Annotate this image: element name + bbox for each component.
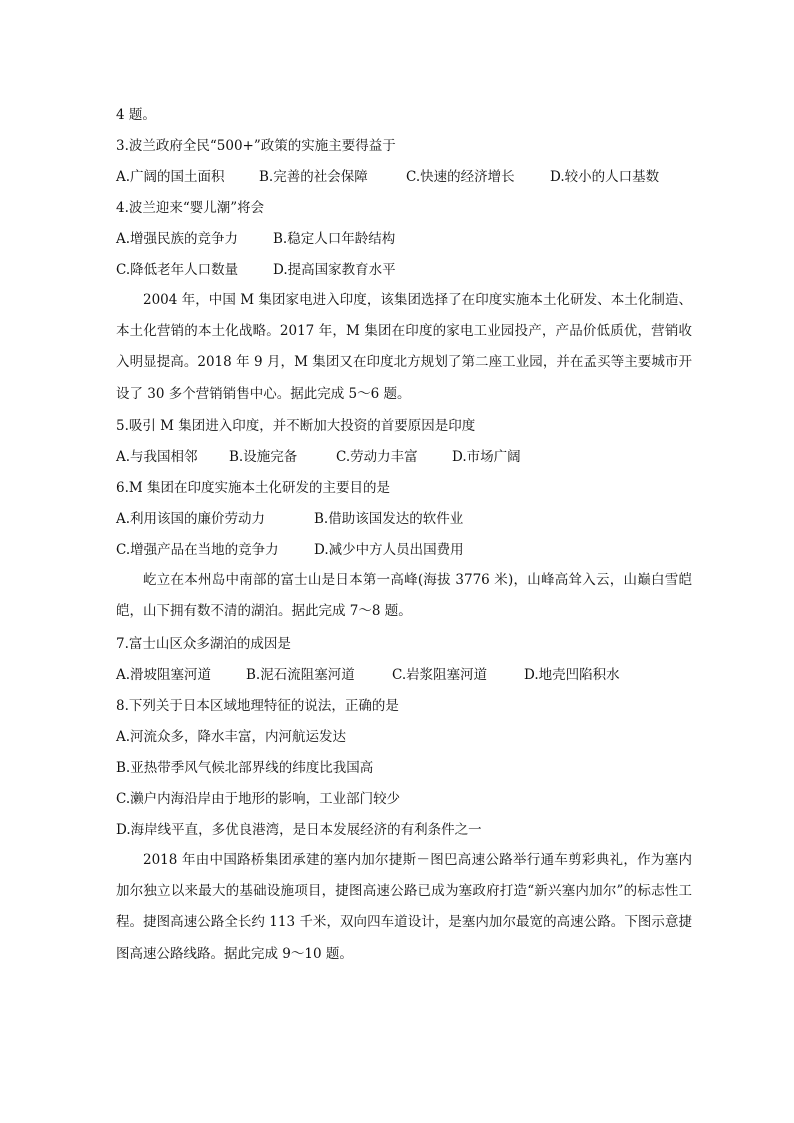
q7-option-c[interactable]: C.岩浆阻塞河道 xyxy=(392,667,488,683)
q7-option-d[interactable]: D.地壳凹陷积水 xyxy=(524,667,620,683)
q4-option-d[interactable]: D.提高国家教育水平 xyxy=(273,262,396,278)
q4-option-c[interactable]: C.降低老年人口数量 xyxy=(116,262,239,278)
q5-option-a[interactable]: A.与我国相邻 xyxy=(116,449,198,465)
q8-option-d[interactable]: D.海岸线平直，多优良港湾，是日本发展经济的有利条件之一 xyxy=(116,822,482,838)
q7-option-b[interactable]: B.泥石流阻塞河道 xyxy=(246,667,355,683)
q3-option-d[interactable]: D.较小的人口基数 xyxy=(550,169,660,185)
q4-option-a[interactable]: A.增强民族的竞争力 xyxy=(116,231,239,247)
q3-option-b[interactable]: B.完善的社会保障 xyxy=(259,169,368,185)
q8-option-b[interactable]: B.亚热带季风气候北部界线的纬度比我国高 xyxy=(116,760,374,776)
question-3-stem: 3.波兰政府全民“500+”政策的实施主要得益于 xyxy=(116,138,396,154)
q5-option-d[interactable]: D.市场广阔 xyxy=(452,449,521,465)
question-fragment: 4 题。 xyxy=(116,107,156,123)
q8-option-a[interactable]: A.河流众多，降水丰富，内河航运发达 xyxy=(116,729,347,745)
q3-option-a[interactable]: A.广阔的国土面积 xyxy=(116,169,225,185)
q6-option-a[interactable]: A.利用该国的廉价劳动力 xyxy=(116,511,266,527)
question-4-stem: 4.波兰迎来“婴儿潮”将会 xyxy=(116,200,265,216)
q4-option-b[interactable]: B.稳定人口年龄结构 xyxy=(273,231,396,247)
q5-option-c[interactable]: C.劳动力丰富 xyxy=(336,449,418,465)
q6-option-d[interactable]: D.减少中方人员出国费用 xyxy=(314,542,464,558)
question-5-stem: 5.吸引 M 集团进入印度，并不断加大投资的首要原因是印度 xyxy=(116,418,476,434)
q6-option-c[interactable]: C.增强产品在当地的竞争力 xyxy=(116,542,279,558)
q3-option-c[interactable]: C.快速的经济增长 xyxy=(406,169,515,185)
question-6-stem: 6.M 集团在印度实施本土化研发的主要目的是 xyxy=(116,480,390,496)
passage-m-group: 2004 年，中国 M 集团家电进入印度，该集团选择了在印度实施本土化研发、本土化制造、本土化营销的本土化战略。2017 年，M 集团在印度的家电工业园投产，产品价低质优，营销收入明显提高。2018 年 9 月，M 集团又在印度北方规划了第二座工业园，并在孟买等主要城市开设了 30 多个营销销售中心。据此完成 5～6 题。 xyxy=(116,292,692,402)
passage-fuji: 屹立在本州岛中南部的富士山是日本第一高峰(海拔 3776 米)，山峰高耸入云，山巅白雪皑皑，山下拥有数不清的湖泊。据此完成 7～8 题。 xyxy=(116,572,692,620)
q7-option-a[interactable]: A.滑坡阻塞河道 xyxy=(116,667,212,683)
q8-option-c[interactable]: C.濑户内海沿岸由于地形的影响，工业部门较少 xyxy=(116,791,401,807)
q6-option-b[interactable]: B.借助该国发达的软件业 xyxy=(314,511,464,527)
q5-option-b[interactable]: B.设施完备 xyxy=(229,449,298,465)
question-8-stem: 8.下列关于日本区域地理特征的说法，正确的是 xyxy=(116,698,399,714)
passage-senegal: 2018 年由中国路桥集团承建的塞内加尔捷斯－图巴高速公路举行通车剪彩典礼，作为塞内加尔独立以来最大的基础设施项目，捷图高速公路已成为塞政府打造“新兴塞内加尔”的标志性工程。捷图高速公路全长约 113 千米，双向四车道设计，是塞内加尔最宽的高速公路。下图示意捷图高速公路线路。据此完成 9～10 题。 xyxy=(116,852,692,962)
question-7-stem: 7.富士山区众多湖泊的成因是 xyxy=(116,636,291,652)
